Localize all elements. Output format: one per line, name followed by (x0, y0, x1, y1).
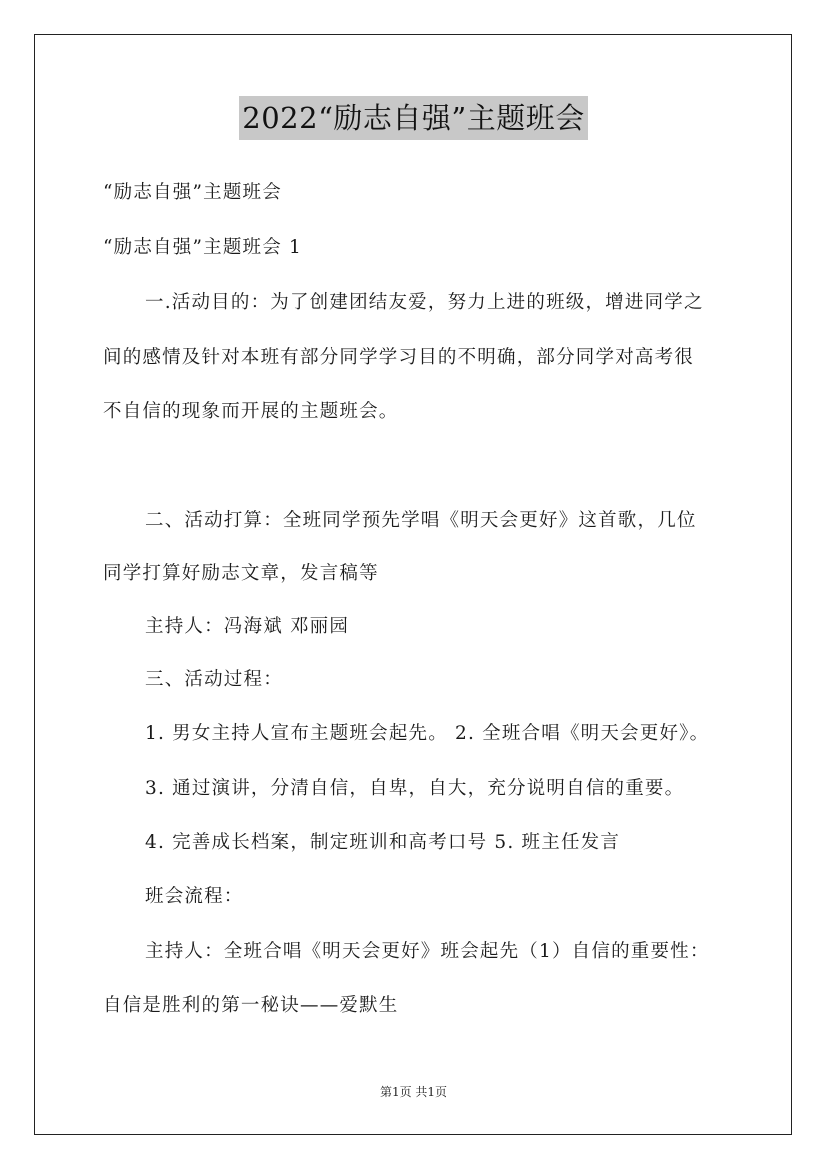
paragraph-line: 间的感情及针对本班有部分同学学习目的不明确，部分同学对高考很 (103, 347, 695, 368)
paragraph-line: 不自信的现象而开展的主题班会。 (103, 401, 399, 422)
paragraph-line: 一.活动目的：为了创建团结友爱，努力上进的班级，增进同学之 (145, 292, 704, 313)
paragraph-line: 班会流程： (145, 886, 244, 907)
paragraph-line: 主持人：全班合唱《明天会更好》班会起先（1）自信的重要性： (145, 941, 710, 962)
paragraph-line: 二、活动打算：全班同学预先学唱《明天会更好》这首歌，几位 (145, 510, 697, 531)
subtitle-line: “励志自强”主题班会 (103, 182, 282, 203)
page-number-footer: 第1页 共1页 (379, 1085, 448, 1099)
paragraph-line: 主持人：冯海斌 邓丽园 (145, 616, 350, 637)
paragraph-line: 同学打算好励志文章，发言稿等 (103, 563, 379, 584)
paragraph-line: 三、活动过程： (145, 669, 283, 690)
paragraph-line: 4. 完善成长档案，制定班训和高考口号 5. 班主任发言 (145, 832, 621, 853)
paragraph-line: 3. 通过演讲，分清自信，自卑，自大，充分说明自信的重要。 (145, 778, 685, 799)
paragraph-line: 1. 男女主持人宣布主题班会起先。 2. 全班合唱《明天会更好》。 (145, 723, 710, 744)
paragraph-line: 自信是胜利的第一秘诀——爱默生 (103, 995, 399, 1016)
title-container (0, 96, 827, 140)
document-title: 2022“励志自强”主题班会 (239, 96, 587, 140)
section-heading: “励志自强”主题班会 1 (103, 237, 302, 258)
